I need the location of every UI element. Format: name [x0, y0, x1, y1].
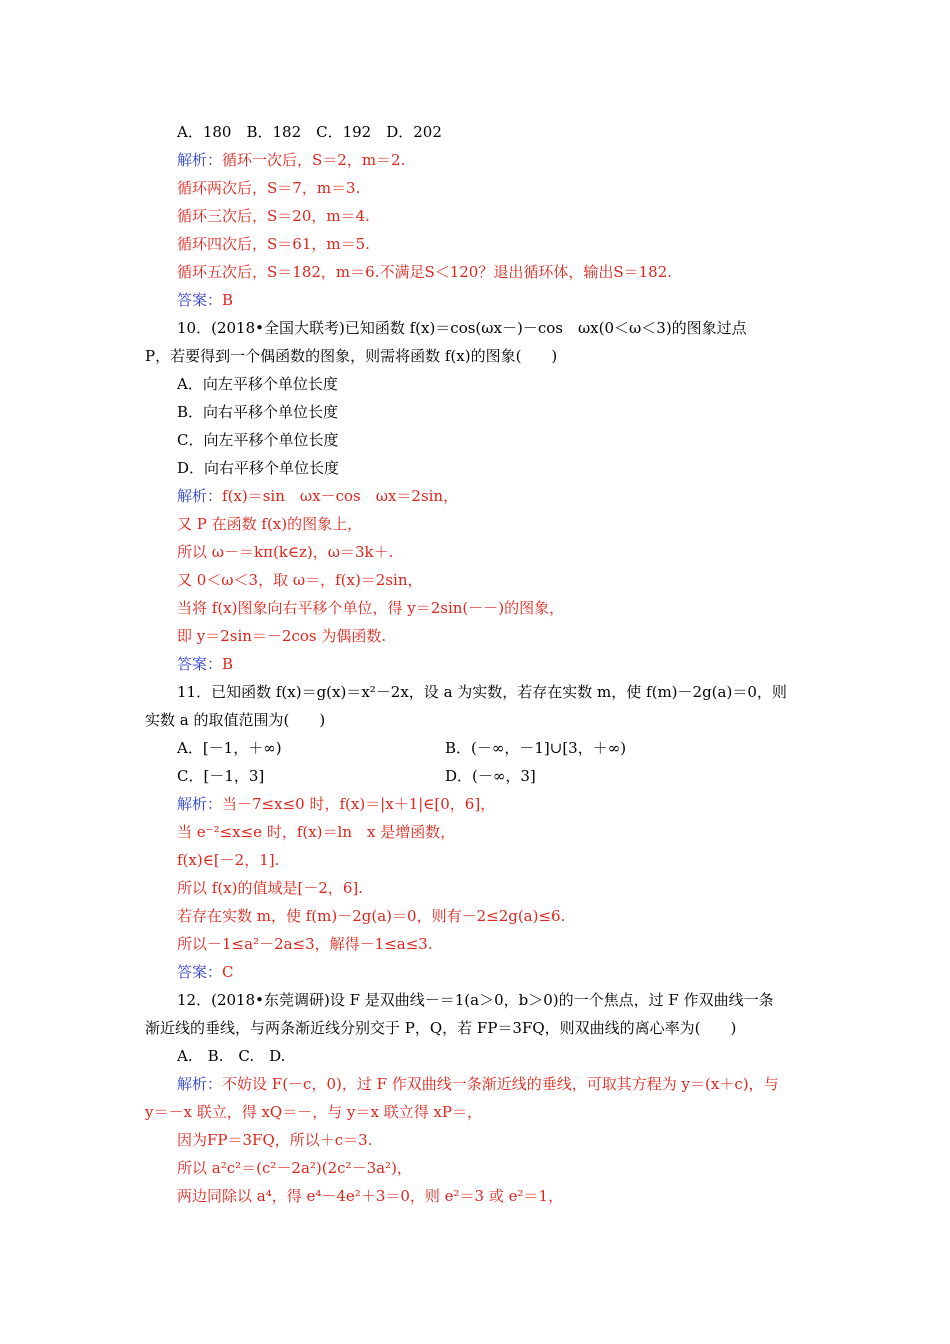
q10-solution-line: 又 P 在函数 f(x)的图象上， [177, 515, 363, 533]
q12-solution-line: 两边同除以 a⁴，得 e⁴－4e²＋3＝0，则 e²＝3 或 e²＝1， [177, 1187, 564, 1205]
q12-stem-cont: 渐近线的垂线，与两条渐近线分别交于 P，Q，若 FP＝3FQ，则双曲线的离心率为( ) [145, 1019, 737, 1037]
q11-solution-line [177, 794, 495, 814]
q11-solution-line: 当 e⁻²≤x≤e 时，f(x)＝ln x 是增函数， [177, 823, 456, 841]
solution-label: 解析： [177, 487, 223, 505]
q11-option-d: D．(－∞，3] [445, 767, 536, 785]
q9-options: A．180 B．182 C．192 D．202 [177, 123, 442, 141]
q10-option-b: B．向右平移个单位长度 [177, 403, 339, 421]
solution-text: f(x)＝sin ωx－cos ωx＝2sin， [222, 487, 459, 505]
q10-solution-line: 所以 ω－＝kπ(k∈z)，ω＝3k＋. [177, 543, 394, 561]
q12-solution-line: 因为FP＝3FQ，所以＋c＝3. [177, 1131, 373, 1149]
q12-solution-line: 所以 a²c²＝(c²－2a²)(2c²－3a²)， [177, 1159, 412, 1177]
q10-stem: 10．(2018•全国大联考)已知函数 f(x)＝cos(ωx－)－cos ωx(0＜ω＜3)的图象过点 [177, 319, 747, 337]
q11-answer [177, 962, 234, 982]
q11-stem-cont: 实数 a 的取值范围为( ) [145, 711, 326, 729]
solution-label: 解析： [177, 151, 223, 169]
q11-stem: 11．已知函数 f(x)＝g(x)＝x²－2x，设 a 为实数，若存在实数 m，使 f(m)－2g(a)＝0，则 [177, 683, 787, 701]
q10-answer [177, 654, 233, 674]
solution-text: 不妨设 F(－c，0)，过 F 作双曲线一条渐近线的垂线，可取其方程为 y＝(x＋c)，与 [222, 1075, 779, 1093]
q11-solution-line: 若存在实数 m，使 f(m)－2g(a)＝0，则有－2≤2g(a)≤6. [177, 907, 566, 925]
answer-label: 答案： [177, 963, 223, 981]
q11-option-b: B．(－∞，－1]∪[3，＋∞) [445, 739, 627, 757]
q11-solution-line: 所以 f(x)的值域是[－2，6]. [177, 879, 364, 897]
q11-option-a: A．[－1，＋∞) [177, 739, 282, 757]
answer-value: C [222, 963, 234, 981]
q10-option-c: C．向左平移个单位长度 [177, 431, 339, 449]
q11-solution-line: 所以－1≤a²－2a≤3，解得－1≤a≤3. [177, 935, 433, 953]
q12-solution-line: y＝－x 联立，得 xQ＝－，与 y＝x 联立得 xP＝， [145, 1103, 483, 1121]
q9-solution-line: 循环五次后，S＝182，m＝6.不满足S＜120？退出循环体，输出S＝182. [177, 263, 673, 281]
q10-stem-cont: P，若要得到一个偶函数的图象，则需将函数 f(x)的图象( ) [145, 347, 558, 365]
q9-solution-line: 循环两次后，S＝7，m＝3. [177, 179, 361, 197]
q10-solution-line [177, 486, 458, 506]
q12-solution-line [177, 1074, 779, 1094]
answer-value: B [222, 291, 234, 309]
q11-solution-line: f(x)∈[－2，1]. [177, 851, 280, 869]
solution-text: 循环一次后，S＝2，m＝2. [222, 151, 406, 169]
q12-options: A. B. C. D. [177, 1047, 286, 1065]
solution-label: 解析： [177, 795, 223, 813]
q9-solution-line [177, 150, 405, 170]
answer-label: 答案： [177, 655, 223, 673]
q10-solution-line: 又 0＜ω＜3，取 ω＝，f(x)＝2sin， [177, 571, 423, 589]
solution-text: 当－7≤x≤0 时，f(x)＝|x＋1|∈[0，6]， [222, 795, 496, 813]
answer-value: B [222, 655, 234, 673]
solution-label: 解析： [177, 1075, 223, 1093]
q9-solution-line: 循环三次后，S＝20，m＝4. [177, 207, 370, 225]
q9-solution-line: 循环四次后，S＝61，m＝5. [177, 235, 370, 253]
q9-answer [177, 290, 233, 310]
q11-option-c: C．[－1，3] [177, 767, 265, 785]
q10-solution-line: 当将 f(x)图象向右平移个单位，得 y＝2sin(－－)的图象， [177, 599, 565, 617]
answer-label: 答案： [177, 291, 223, 309]
q10-option-d: D．向右平移个单位长度 [177, 459, 340, 477]
q12-stem: 12．(2018•东莞调研)设 F 是双曲线－＝1(a＞0，b＞0)的一个焦点，过 F 作双曲线一条 [177, 991, 774, 1009]
q10-option-a: A．向左平移个单位长度 [177, 375, 338, 393]
q10-solution-line: 即 y＝2sin＝－2cos 为偶函数. [177, 627, 387, 645]
